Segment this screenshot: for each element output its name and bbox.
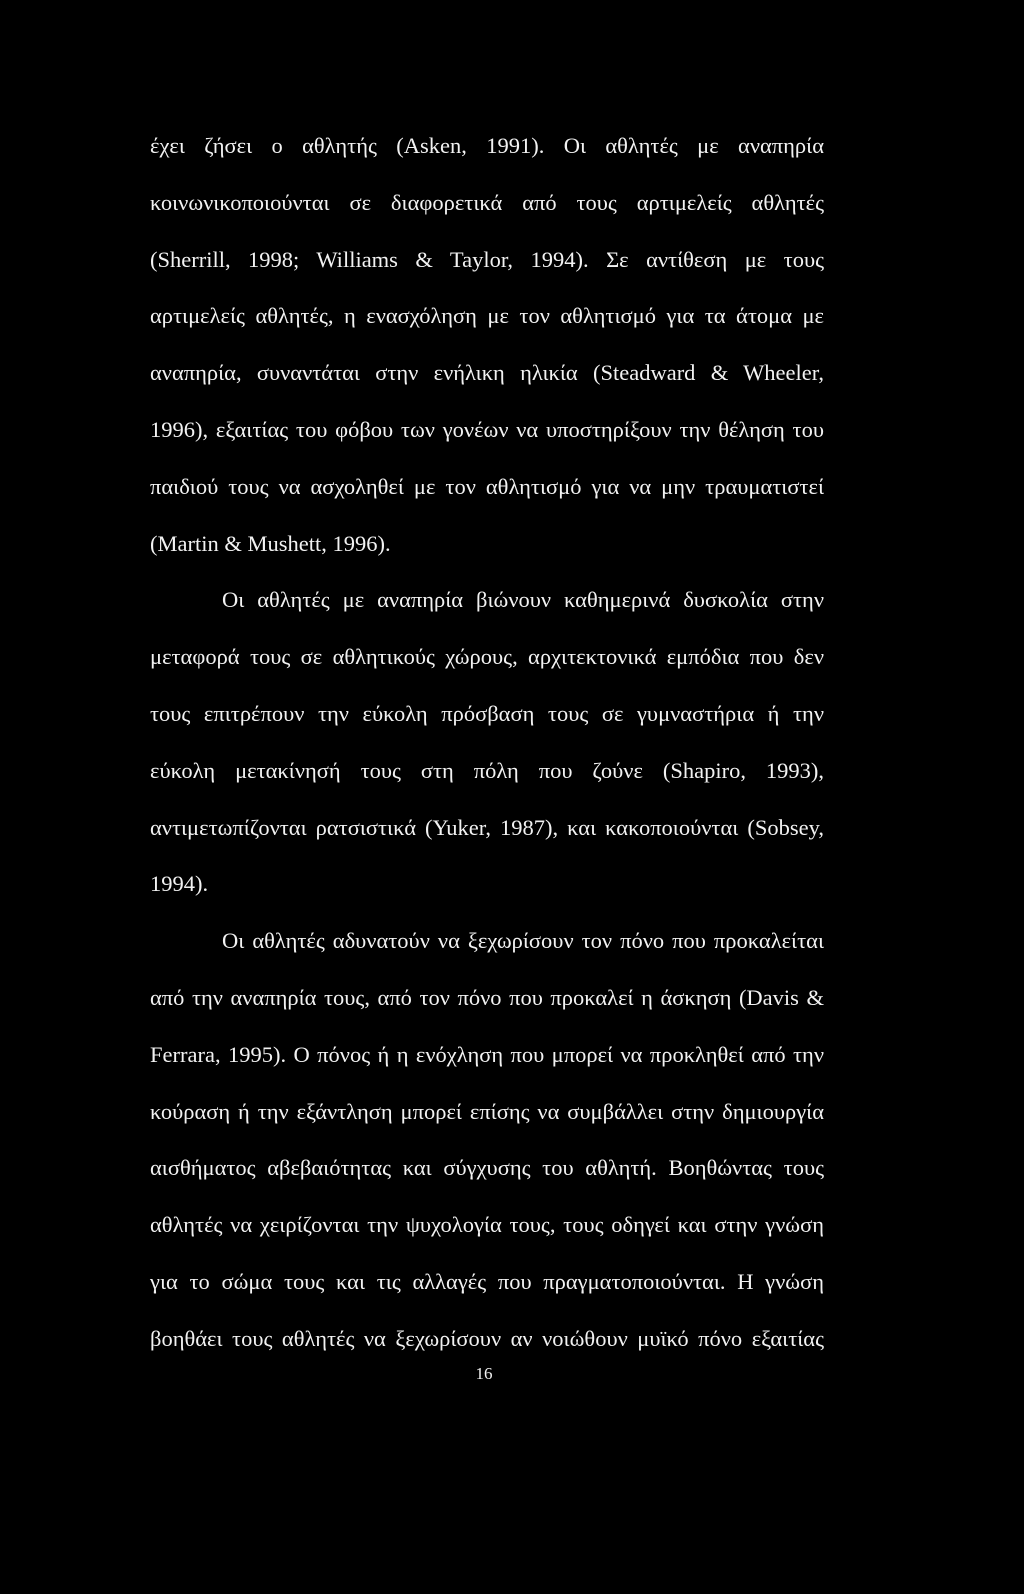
text-line: κούραση ή την εξάντληση μπορεί επίσης να συμβάλλει στην δημιουργία — [150, 1098, 824, 1124]
text-line: (Sherrill, 1998; Williams & Taylor, 1994). Σε αντίθεση με τους — [150, 246, 824, 272]
text-line: αναπηρία, συναντάται στην ενήλικη ηλικία (Steadward & Wheeler, — [150, 360, 824, 386]
text-line: αισθήματος αβεβαιότητας και σύγχυσης του αθλητή. Βοηθώντας τους — [150, 1155, 824, 1181]
text-line: (Martin & Mushett, 1996). — [150, 530, 391, 556]
text-line: 1994). — [150, 871, 209, 897]
text-line: Οι αθλητές με αναπηρία βιώνουν καθημερινά δυσκολία στην — [222, 587, 824, 613]
text-line: έχει ζήσει ο αθλητής (Asken, 1991). Οι αθλητές με αναπηρία — [150, 133, 824, 158]
text-line: Ferrara, 1995). Ο πόνος ή η ενόχληση που μπορεί να προκληθεί από την — [150, 1041, 824, 1067]
text-line: αρτιμελείς αθλητές, η ενασχόληση με τον αθλητισμό για τα άτομα με — [150, 303, 824, 329]
text-line: παιδιού τους να ασχοληθεί με τον αθλητισμό για να μην τραυματιστεί — [150, 473, 824, 499]
text-line: από την αναπηρία τους, από τον πόνο που προκαλεί η άσκηση (Davis & — [150, 984, 824, 1010]
paragraph — [150, 118, 824, 572]
paragraph — [150, 572, 824, 913]
text-line: αντιμετωπίζονται ρατσιστικά (Yuker, 1987), και κακοποιούνται (Sobsey, — [150, 814, 824, 840]
document-body — [150, 118, 824, 1368]
text-line: τους επιτρέπουν την εύκολη πρόσβαση τους σε γυμναστήρια ή την — [150, 700, 824, 726]
text-line: Οι αθλητές αδυνατούν να ξεχωρίσουν τον πόνο που προκαλείται — [222, 928, 824, 954]
text-line: κοινωνικοποιούνται σε διαφορετικά από τους αρτιμελείς αθλητές — [150, 189, 824, 215]
text-line: εύκολη μετακίνησή τους στη πόλη που ζούνε (Shapiro, 1993), — [150, 757, 824, 783]
paragraph — [150, 913, 824, 1367]
page-number: 16 — [475, 1364, 493, 1383]
text-line: για το σώμα τους και τις αλλαγές που πραγματοποιούνται. Η γνώση — [150, 1268, 824, 1294]
text-line: αθλητές να χειρίζονται την ψυχολογία τους, τους οδηγεί και στην γνώση — [150, 1212, 824, 1238]
text-line: μεταφορά τους σε αθλητικούς χώρους, αρχιτεκτονικά εμπόδια που δεν — [150, 644, 824, 670]
text-line: 1996), εξαιτίας του φόβου των γονέων να υποστηρίξουν την θέληση του — [150, 416, 824, 442]
text-line: βοηθάει τους αθλητές να ξεχωρίσουν αν νοιώθουν μυϊκό πόνο εξαιτίας — [150, 1325, 824, 1351]
